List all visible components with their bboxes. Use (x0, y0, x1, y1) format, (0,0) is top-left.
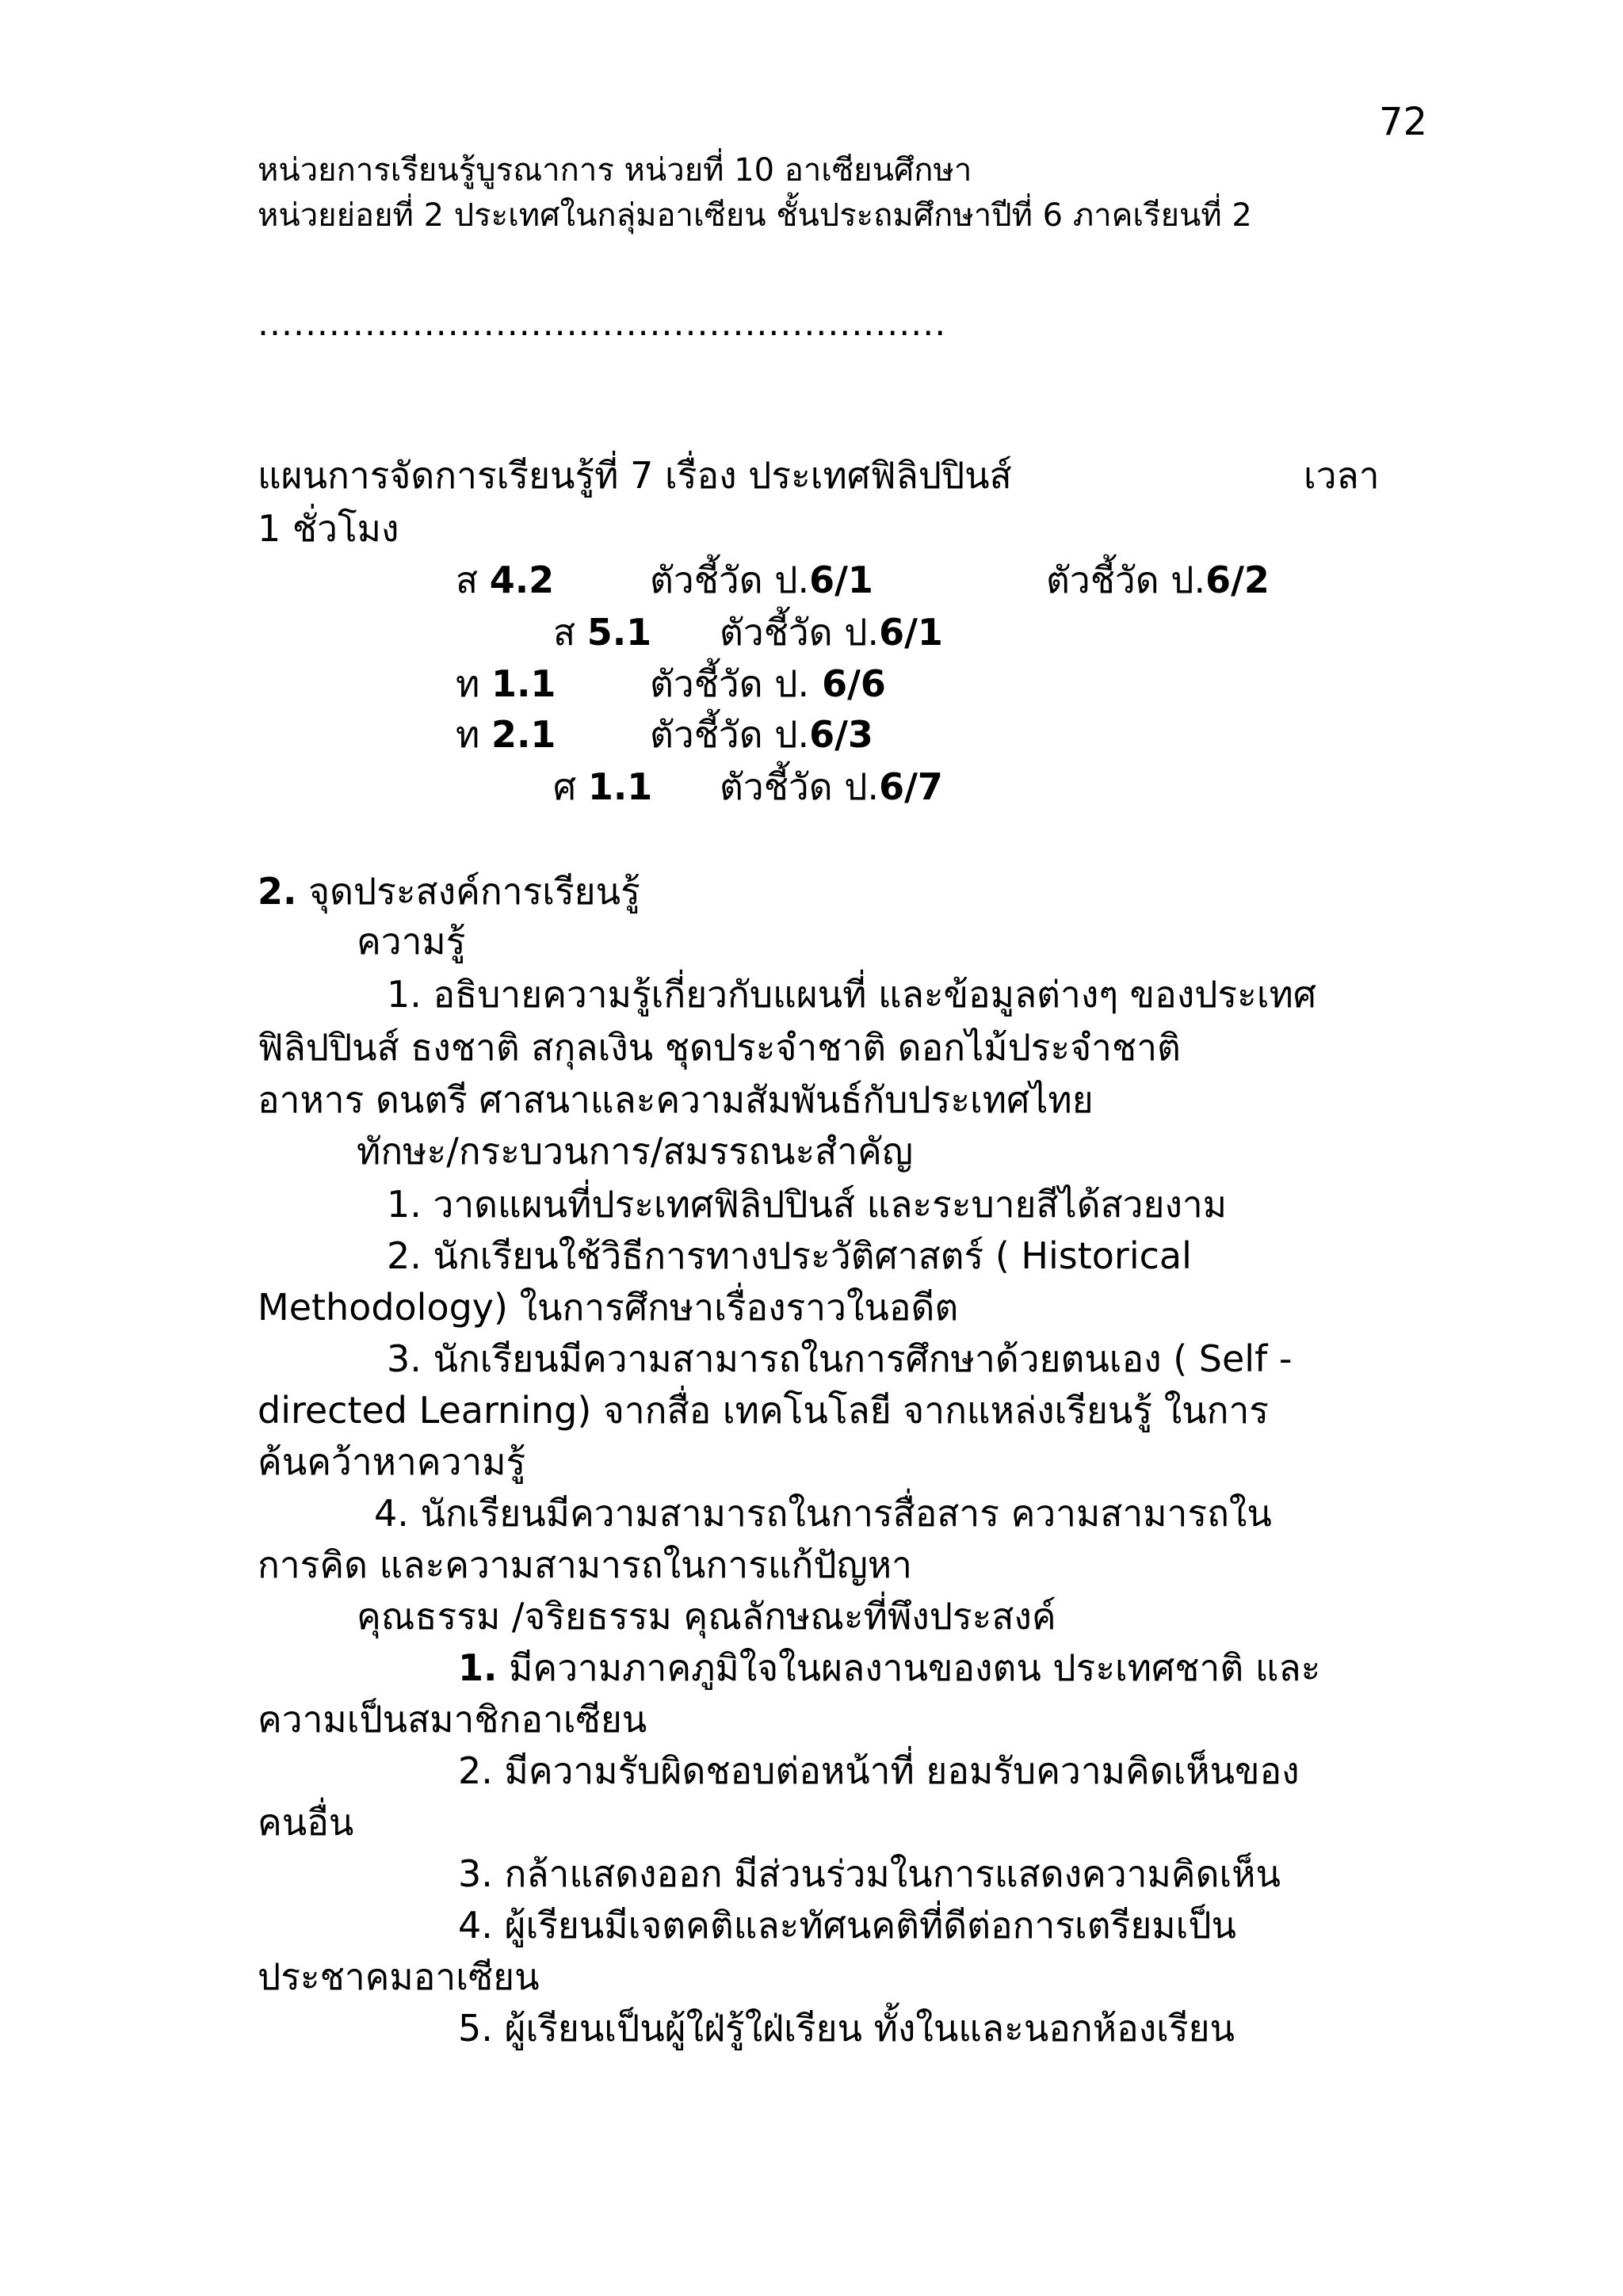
plan-time-label: เวลา (1304, 454, 1380, 497)
standard-number: 2.1 (491, 713, 556, 756)
plan-time-value: 1 ชั่วโมง (258, 507, 399, 550)
morals-text: มีความภาคภูมิใจในผลงานของตน ประเทศชาติ และ (497, 1646, 1321, 1689)
morals-heading: คุณธรรม /จริยธรรม คุณลักษณะที่พึงประสงค์ (357, 1595, 1056, 1638)
skills-line: 1. วาดแผนที่ประเทศฟิลิปปินส์ และระบายสีได้สวยงาม (387, 1183, 1228, 1226)
standard-code: ส (456, 559, 479, 601)
standard-row (456, 664, 556, 704)
skills-line: 4. นักเรียนมีความสามารถในการสื่อสาร ความสามารถใน (374, 1492, 1272, 1535)
indicator-value: 6/3 (809, 713, 873, 756)
skills-heading: ทักษะ/กระบวนการ/สมรรถนะสำคัญ (357, 1130, 914, 1173)
morals-line: ประชาคมอาเซียน (258, 1955, 540, 1998)
objectives-number: 2. (258, 870, 297, 913)
standard-number: 4.2 (489, 559, 555, 601)
plan-title: แผนการจัดการเรียนรู้ที่ 7 เรื่อง ประเทศฟิลิปปินส์ (258, 454, 1012, 497)
header-subunit-line: หน่วยย่อยที่ 2 ประเทศในกลุ่มอาเซียน ชั้นประถมศึกษาปีที่ 6 ภาคเรียนที่ 2 (258, 197, 1252, 234)
morals-line: คนอื่น (258, 1801, 354, 1844)
standard-code: ส (553, 611, 576, 654)
morals-line: ความเป็นสมาชิกอาเซียน (258, 1698, 647, 1741)
indicator (650, 715, 873, 755)
header-unit-line: หน่วยการเรียนรู้บูรณาการ หน่วยที่ 10 อาเซียนศึกษา (258, 152, 972, 189)
standard-number: 5.1 (586, 611, 652, 654)
morals-number: 1. (458, 1646, 498, 1689)
indicator-value: 6/7 (879, 765, 943, 808)
dotted-separator: .......................................................... (258, 303, 947, 344)
standard-row (456, 560, 554, 601)
indicator-label: ตัวชี้วัด ป. (650, 559, 810, 601)
morals-line: 3. กล้าแสดงออก มีส่วนร่วมในการแสดงความคิดเห็น (458, 1852, 1281, 1895)
morals-line: 4. ผู้เรียนมีเจตคติและทัศนคติที่ดีต่อการเตรียมเป็น (458, 1904, 1236, 1947)
knowledge-heading: ความรู้ (357, 920, 466, 963)
objectives-heading (258, 871, 640, 912)
indicator-label: ตัวชี้วัด ป. (720, 765, 880, 808)
indicator-value: 6/1 (809, 559, 873, 601)
indicator-value: 6/1 (879, 611, 943, 654)
indicator-label: ตัวชี้วัด ป. (1046, 559, 1206, 601)
morals-line: 5. ผู้เรียนเป็นผู้ใฝ่รู้ใฝ่เรียน ทั้งในและนอกห้องเรียน (458, 2007, 1235, 2050)
knowledge-line: อาหาร ดนตรี ศาสนาและความสัมพันธ์กับประเทศไทย (258, 1078, 1094, 1121)
standard-code: ท (456, 662, 480, 705)
indicator (650, 560, 873, 601)
objectives-title: จุดประสงค์การเรียนรู้ (308, 870, 640, 913)
indicator-value: 6/6 (809, 662, 886, 705)
skills-line: การคิด และความสามารถในการแก้ปัญหา (258, 1543, 912, 1586)
knowledge-line: 1. อธิบายความรู้เกี่ยวกับแผนที่ และข้อมูลต่างๆ ของประเทศ (387, 973, 1317, 1016)
standard-row (553, 612, 651, 653)
indicator (720, 612, 943, 653)
standard-code: ศ (553, 765, 577, 808)
skills-line: 2. นักเรียนใช้วิธีการทางประวัติศาสตร์ ( Historical (387, 1234, 1192, 1277)
standard-code: ท (456, 713, 480, 756)
skills-line: ค้นคว้าหาความรู้ (258, 1440, 526, 1483)
morals-line: 2. มีความรับผิดชอบต่อหน้าที่ ยอมรับความคิดเห็นของ (458, 1749, 1300, 1792)
indicator (720, 767, 943, 807)
skills-line: directed Learning) จากสื่อ เทคโนโลยี จากแหล่งเรียนรู้ ในการ (258, 1389, 1270, 1432)
indicator-label: ตัวชี้วัด ป. (650, 713, 810, 756)
skills-line: Methodology) ในการศึกษาเรื่องราวในอดีต (258, 1286, 959, 1329)
page-number: 72 (1379, 100, 1428, 144)
indicator (650, 664, 886, 704)
standard-row (553, 767, 652, 807)
standard-number: 1.1 (587, 765, 653, 808)
standard-number: 1.1 (491, 662, 556, 705)
indicator-label: ตัวชี้วัด ป. (720, 611, 880, 654)
skills-line: 3. นักเรียนมีความสามารถในการศึกษาด้วยตนเอง ( Self - (387, 1337, 1293, 1380)
morals-line (458, 1648, 1320, 1688)
indicator-value: 6/2 (1205, 559, 1270, 601)
indicator (1046, 560, 1270, 601)
knowledge-line: ฟิลิปปินส์ ธงชาติ สกุลเงิน ชุดประจำชาติ ดอกไม้ประจำชาติ (258, 1026, 1181, 1069)
indicator-label: ตัวชี้วัด ป. (650, 662, 810, 705)
standard-row (456, 715, 556, 755)
